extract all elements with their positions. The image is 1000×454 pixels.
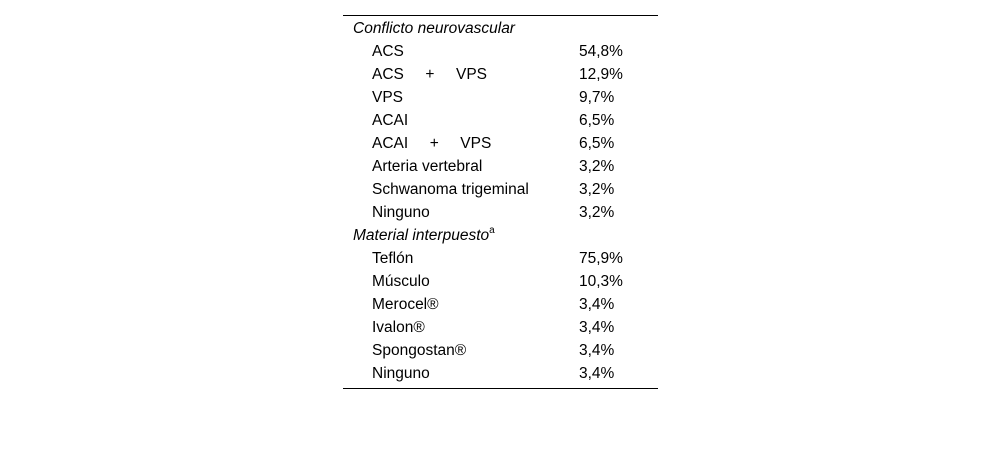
row-label: VPS bbox=[372, 89, 404, 106]
section-header-conflicto bbox=[343, 17, 658, 40]
row-value: 6,5% bbox=[579, 135, 615, 152]
section-title: Material interpuesto$^a$ bbox=[353, 224, 495, 244]
data-table bbox=[343, 15, 658, 389]
table-row bbox=[343, 293, 658, 316]
row-label: Spongostan® bbox=[372, 342, 467, 359]
row-value: 3,4% bbox=[579, 342, 615, 359]
row-label: Ivalon® bbox=[372, 319, 425, 336]
row-label: ACAI bbox=[372, 112, 409, 129]
row-value: 3,2% bbox=[579, 181, 615, 198]
table-row bbox=[343, 40, 658, 63]
table-row bbox=[343, 201, 658, 224]
table-row bbox=[343, 109, 658, 132]
table-row bbox=[343, 339, 658, 362]
section-header-material bbox=[343, 224, 658, 247]
row-value: 6,5% bbox=[579, 112, 615, 129]
table-row bbox=[343, 247, 658, 270]
row-value: 3,4% bbox=[579, 296, 615, 313]
row-value: 9,7% bbox=[579, 89, 615, 106]
table-row bbox=[343, 316, 658, 339]
footnote-marker: a bbox=[489, 224, 495, 236]
row-label: Ninguno bbox=[372, 365, 430, 382]
row-label: Teflón bbox=[372, 250, 414, 267]
row-value: 3,2% bbox=[579, 158, 615, 175]
row-value: 3,4% bbox=[579, 319, 615, 336]
row-label: ACAI + VPS bbox=[372, 135, 492, 152]
row-value: 3,4% bbox=[579, 365, 615, 382]
row-value: 12,9% bbox=[579, 66, 623, 83]
section-title: Conflicto neurovascular bbox=[353, 20, 515, 37]
row-value: 3,2% bbox=[579, 204, 615, 221]
table-row bbox=[343, 270, 658, 293]
table-row bbox=[343, 86, 658, 109]
row-value: 54,8% bbox=[579, 43, 623, 60]
row-label: Merocel® bbox=[372, 296, 439, 313]
table-row bbox=[343, 132, 658, 155]
row-label: Schwanoma trigeminal bbox=[372, 181, 529, 198]
table-row bbox=[343, 63, 658, 86]
row-label: ACS bbox=[372, 43, 404, 60]
table-row bbox=[343, 362, 658, 385]
row-label: Ninguno bbox=[372, 204, 430, 221]
row-label: Arteria vertebral bbox=[372, 158, 483, 175]
table-row bbox=[343, 155, 658, 178]
row-label: ACS + VPS bbox=[372, 66, 488, 83]
row-value: 10,3% bbox=[579, 273, 623, 290]
row-value: 75,9% bbox=[579, 250, 623, 267]
table-row bbox=[343, 178, 658, 201]
row-label: Músculo bbox=[372, 273, 430, 290]
